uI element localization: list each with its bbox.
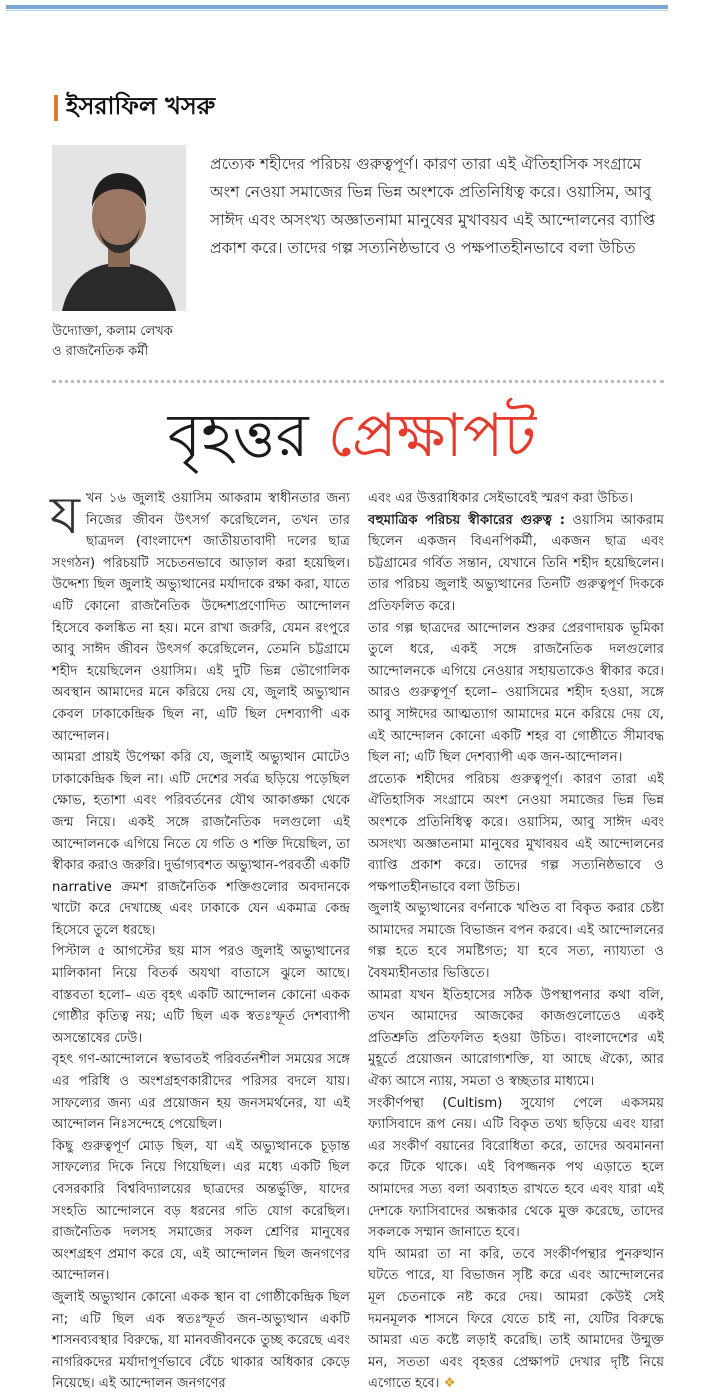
- paragraph: তার গল্প ছাত্রদের আন্দোলন শুরুর প্রেরণাদায়ক ভূমিকা তুলে ধরে, একই সঙ্গে রাজনৈতিক দলগুলোর আন্দোলনকে এগিয়ে নেওয়ার সহায়তাকেও স্বীকার করে। আরও গুরুত্বপূর্ণ হলো– ওয়াসিমের শহীদ হওয়া, সঙ্গে আবু সাঈদের আত্মত্যাগ আমাদের মনে করিয়ে দেয় যে, এই আন্দোলন কোনো একটি শহর বা গোষ্ঠীতে সীমাবদ্ধ ছিল না; এটি ছিল দেশব্যাপী এক জন-আন্দোলন।: [368, 620, 664, 766]
- paragraph: প্রত্যেক শহীদের পরিচয় গুরুত্বপূর্ণ। কারণ তারা এই ঐতিহাসিক সংগ্রামে অংশ নেওয়া সমাজের ভিন্ন ভিন্ন অংশকে প্রতিনিধিত্ব করে। ওয়াসিম, আবু সাঈদ এবং অসংখ্য অজ্ঞাতনামা মানুষের মুখাবয়ব এই আন্দোলনের ব্যাপ্তি প্রকাশ করে। তাদের গল্প সত্যনিষ্ঠভাবে ও পক্ষপাতহীনভাবে বলা উচিত।: [368, 771, 664, 895]
- paragraph: এবং এর উত্তরাধিকার সেইভাবেই স্মরণ করা উচিত।: [368, 491, 634, 506]
- author-photo: [52, 145, 186, 311]
- paragraph: পিস্টাল ৫ আগস্টের ছয় মাস পরও জুলাই অভ্যুত্থানের মালিকানা নিয়ে বিতর্ক অযথা বাতাসে ঝুলে আছে। বাস্তবতা হলো– এত বৃহৎ একটি আন্দোলন কোনো একক গোষ্ঠীর কৃতিত্ব নয়; এটি ছিল এক স্বতঃস্ফূর্ত দেশব্যাপী অসন্তোষের ঢেউ।: [52, 944, 350, 1046]
- paragraph: জুলাই অভ্যুত্থানের বর্ণনাকে খণ্ডিত বা বিকৃত করার চেষ্টা আমাদের সমাজে বিভাজন বপন করবে। এই আন্দোলনের গল্প হতে হবে সমষ্টিগত; যা হবে সত্য, ন্যায্যতা ও বৈষম্যহীনতার ভিত্তিতে।: [368, 901, 664, 982]
- article-column-left: [52, 488, 350, 1395]
- section-subhead: বহুমাত্রিক পরিচয় স্বীকারের গুরুত্ব :: [368, 512, 565, 528]
- paragraph: বৃহৎ গণ-আন্দোলনে স্বভাবতই পরিবর্তনশীল সময়ের সঙ্গে এর পরিধি ও অংশগ্রহণকারীদের পরিসর বদলে যায়। সাফল্যের জন্য এর প্রয়োজন হয় জনসমর্থনের, যা এই আন্দোলন নিঃসন্দেহে পেয়েছিল।: [52, 1052, 350, 1133]
- article-column-right: [368, 488, 664, 1395]
- paragraph-text: ওয়াসিম আকরাম ছিলেন একজন বিএনপিকর্মী, একজন ছাত্র এবং চট্টগ্রামের গর্বিত সন্তান, যেখানে তিনি শহীদ হয়েছিলেন। তার পরিচয় জুলাই অভ্যুত্থানের তিনটি গুরুত্বপূর্ণ দিককে প্রতিফলিত করে।: [368, 512, 664, 614]
- paragraph: [368, 1244, 664, 1395]
- author-role-line-2: ও রাজনৈতিক কর্মী: [52, 344, 149, 359]
- byline-accent-bar: [54, 95, 58, 121]
- headline-word-2: প্রেক্ষাপট: [327, 401, 537, 471]
- headline-word-1: বৃহত্তর: [167, 401, 309, 471]
- paragraph: সংকীর্ণপন্থা (Cultism) সুযোগ পেলে একসময় ফ্যাসিবাদে রূপ নেয়। এটি বিকৃত তথ্য ছড়িয়ে এবং যারা এর সংকীর্ণ বয়ানের বিরোধিতা করে, তাদের অবমাননা করে টিকে থাকে। এই বিপজ্জনক পথ এড়াতে হলে আমাদের সত্য বলা অব্যাহত রাখতে হবে এবং যারা এই দেশকে ফ্যাসিবাদের অন্ধকার থেকে মুক্ত করেছে, তাদের সকলকে সম্মান জানাতে হবে।: [368, 1095, 664, 1241]
- paragraph: আমরা যখন ইতিহাসের সঠিক উপস্থাপনার কথা বলি, তখন আমাদের আজকের কাজগুলোতেও একই প্রতিশ্রুতি প্রতিফলিত হওয়া উচিত। বাংলাদেশের এই মুহূর্তে প্রয়োজন আরোগ্যশক্তি, যা আছে ঐক্যে, আর ঐক্য আসে ন্যায়, সমতা ও স্বচ্ছতার মাধ্যমে।: [368, 987, 664, 1090]
- author-role-line-1: উদ্যোক্তা, কলাম লেখক: [52, 324, 173, 339]
- paragraph-text: যদি আমরা তা না করি, তবে সংকীর্ণপন্থার পুনরুত্থান ঘটতে পারে, যা বিভাজন সৃষ্টি করে এবং আন্দোলনের মূল চেতনাকে নষ্ট করে দেয়। আমরা কেউই সেই দমনমূলক শাসনে ফিরে যেতে চাই না, যেটির বিরুদ্ধে আমরা এত কষ্টে লড়াই করেছি। তাই আমাদের উন্মুক্ত মন, সততা এবং বৃহত্তর প্রেক্ষাপট দেখার দৃষ্টি নিয়ে এগোতে হবে।: [368, 1246, 664, 1392]
- paragraph: জুলাই অভ্যুত্থান কোনো একক স্থান বা গোষ্ঠীকেন্দ্রিক ছিল না; এটি ছিল এক স্বতঃস্ফূর্ত জন-অভ্যুত্থান একটি শাসনব্যবস্থার বিরুদ্ধে, যা মানবজীবনকে তুচ্ছ করেছে এবং নাগরিকদের মর্যাদাপূর্ণভাবে বেঁচে থাকার অধিকার কেড়ে নিয়েছে। এই আন্দোলন জনগণের: [52, 1289, 350, 1392]
- paragraph: কিছু গুরুত্বপূর্ণ মোড় ছিল, যা এই অভ্যুত্থানকে চূড়ান্ত সাফল্যের দিকে নিয়ে গিয়েছিল। এর মধ্যে একটি ছিল বেসরকারি বিশ্ববিদ্যালয়ের ছাত্রদের অন্তর্ভুক্তি, যাদের সংহতি আন্দোলনে বড় ধরনের গতি যোগ করেছিল। রাজনৈতিক দলসহ সমাজের সকল শ্রেণির মানুষের অংশগ্রহণ প্রমাণ করে যে, এই আন্দোলন ছিল জনগণের আন্দোলন।: [52, 1138, 350, 1284]
- paragraph-text: খন ১৬ জুলাই ওয়াসিম আকরাম স্বাধীনতার জন্য নিজের জীবন উৎসর্গ করেছিলেন, তখন তার ছাত্রদল (বাংলাদেশ জাতীয়তাবাদী দলের ছাত্র সংগঠন) পরিচয়টি সচেতনভাবে আড়াল করা হয়েছিল। উদ্দেশ্য ছিল জুলাই অভ্যুত্থানের মর্যাদাকে রক্ষা করা, যাতে এটি কোনো রাজনৈতিক উদ্দেশ্যপ্রণোদিত আন্দোলন হিসেবে কলঙ্কিত না হয়। মনে রাখা জরুরি, যেমন রংপুরে আবু সাঈদ জীবন উৎসর্গ করেছিলেন, তেমনি চট্টগ্রামে শহীদ হয়েছিলেন ওয়াসিম। এই দুটি ভিন্ন ভৌগোলিক অবস্থান আমাদের মনে করিয়ে দেয় যে, জুলাই অভ্যুত্থান কেবল ঢাকাকেন্দ্রিক ছিল না, এটি ছিল দেশব্যাপী এক আন্দোলন।: [52, 491, 350, 744]
- paragraph: [368, 510, 664, 618]
- top-rule: [0, 0, 704, 12]
- author-role: [52, 322, 222, 362]
- author-byline: [54, 88, 215, 128]
- top-rule-bar: [6, 5, 668, 9]
- paragraph: [52, 488, 350, 747]
- pull-quote: প্রত্যেক শহীদের পরিচয় গুরুত্বপূর্ণ। কারণ তারা এই ঐতিহাসিক সংগ্রামে অংশ নেওয়া সমাজের ভিন্ন ভিন্ন অংশকে প্রতিনিধিত্ব করে। ওয়াসিম, আবু সাঈদ এবং অসংখ্য অজ্ঞাতনামা মানুষের মুখাবয়ব এই আন্দোলনের ব্যাপ্তি প্রকাশ করে। তাদের গল্প সত্যনিষ্ঠভাবে ও পক্ষপাতহীনভাবে বলা উচিত: [210, 155, 656, 257]
- end-mark-icon: ❖: [443, 1376, 456, 1392]
- article-headline: [0, 396, 704, 476]
- dotted-divider: [52, 380, 664, 383]
- drop-cap: য: [50, 486, 80, 546]
- paragraph: আমরা প্রায়ই উপেক্ষা করি যে, জুলাই অভ্যুত্থান মোটেও ঢাকাকেন্দ্রিক ছিল না। এটি দেশের সর্বত্র ছড়িয়ে পড়েছিল ক্ষোভ, হতাশা এবং পরিবর্তনের যৌথ আকাঙ্ক্ষা থেকে জন্ম নিয়ে। একই সঙ্গে রাজনৈতিক দলগুলো এই আন্দোলনকে এগিয়ে নিতে যে গতি ও শক্তি দিয়েছিল, তা স্বীকার করাও জরুরি। দুর্ভাগ্যবশত অভ্যুত্থান-পরবর্তী একটি narrative ক্রমশ রাজনৈতিক শক্তিগুলোর অবদানকে খাটো করে দেখাচ্ছে এবং ঢাকাকে যেন একমাত্র কেন্দ্র হিসেবে তুলে ধরছে।: [52, 750, 350, 938]
- top-rule-thin-bar: [6, 10, 668, 11]
- author-portrait-image: [52, 145, 186, 311]
- author-name: ইসরাফিল খসরু: [66, 92, 216, 120]
